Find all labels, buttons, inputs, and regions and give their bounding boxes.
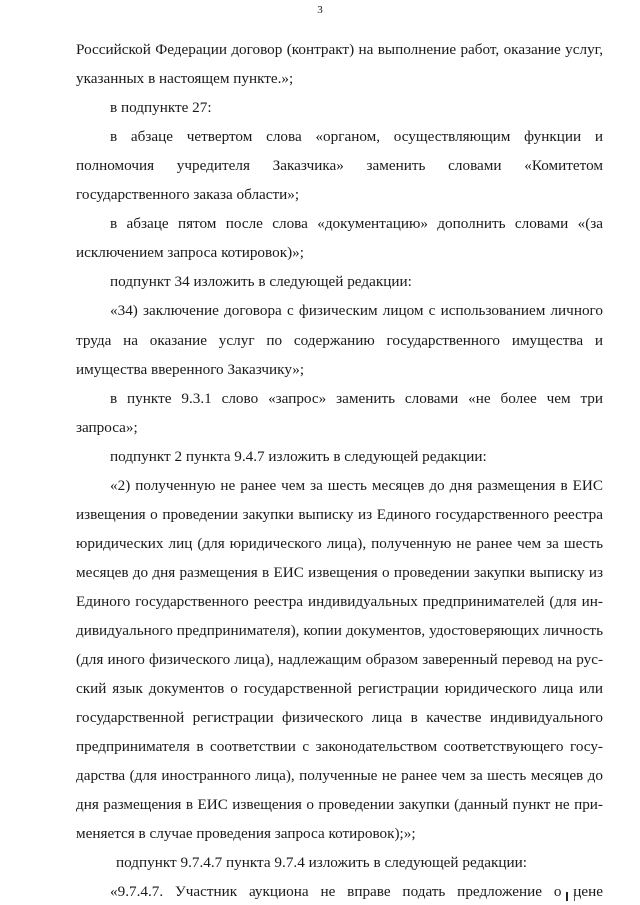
text-line: месяцев до дня размещения в ЕИС извещения о проведении закупки выписку из — [76, 564, 603, 581]
text-line: имущества вверенного Заказчику»; — [76, 361, 305, 378]
text-line: в абзаце пятом после слова «документацию» дополнить словами «(за — [110, 215, 603, 232]
text-line: указанных в настоящем пункте.»; — [76, 70, 294, 87]
text-line: государственного заказа области»; — [76, 186, 300, 203]
scan-mark — [566, 892, 575, 901]
text-line: в подпункте 27: — [110, 99, 212, 116]
text-line: в пункте 9.3.1 слово «запрос» заменить словами «не более чем три — [110, 390, 603, 407]
text-line: «34) заключение договора с физическим лицом с использованием личного — [110, 302, 603, 319]
text-line: меняется в случае проведения запроса котировок);»; — [76, 825, 416, 842]
text-line: дивидуального предпринимателя), копии документов, удостоверяющих личность — [76, 622, 603, 639]
text-line: в абзаце четвертом слова «органом, осуществляющим функции и — [110, 128, 603, 145]
text-line: предпринимателя в соответствии с законодательством соответствующего госу- — [76, 738, 603, 755]
text-line: государственной регистрации физического лица в качестве индивидуального — [76, 709, 603, 726]
text-line: труда на оказание услуг по содержанию государственного имущества и — [76, 332, 603, 349]
text-line: юридических лиц (для юридического лица), полученную не ранее чем за шесть — [76, 535, 603, 552]
text-line: ский язык документов о государственной регистрации юридического лица или — [76, 680, 603, 697]
text-line: (для иного физического лица), надлежащим образом заверенный перевод на рус- — [76, 651, 603, 668]
text-line: исключением запроса котировок)»; — [76, 244, 304, 261]
text-line: полномочия учредителя Заказчика» заменить словами «Комитетом — [76, 157, 603, 174]
text-line: подпункт 2 пункта 9.4.7 изложить в следующей редакции: — [110, 448, 487, 465]
text-line: запроса»; — [76, 419, 138, 436]
page-number: 3 — [317, 4, 323, 16]
text-line: Единого государственного реестра индивидуальных предпринимателей (для ин- — [76, 593, 603, 610]
text-line: подпункт 9.7.4.7 пункта 9.7.4 изложить в следующей редакции: — [116, 854, 527, 871]
text-line: «9.7.4.7. Участник аукциона не вправе подать предложение о цене — [110, 883, 603, 900]
text-line: Российской Федерации договор (контракт) на выполнение работ, оказание услуг, — [76, 41, 603, 58]
text-line: «2) полученную не ранее чем за шесть месяцев до дня размещения в ЕИС — [110, 477, 603, 494]
text-line: подпункт 34 изложить в следующей редакции: — [110, 273, 412, 290]
text-line: дарства (для иностранного лица), полученные не ранее чем за шесть месяцев до — [76, 767, 603, 784]
text-line: дня размещения в ЕИС извещения о проведении закупки (данный пункт не при- — [76, 796, 603, 813]
text-line: извещения о проведении закупки выписку из Единого государственного реестра — [76, 506, 603, 523]
